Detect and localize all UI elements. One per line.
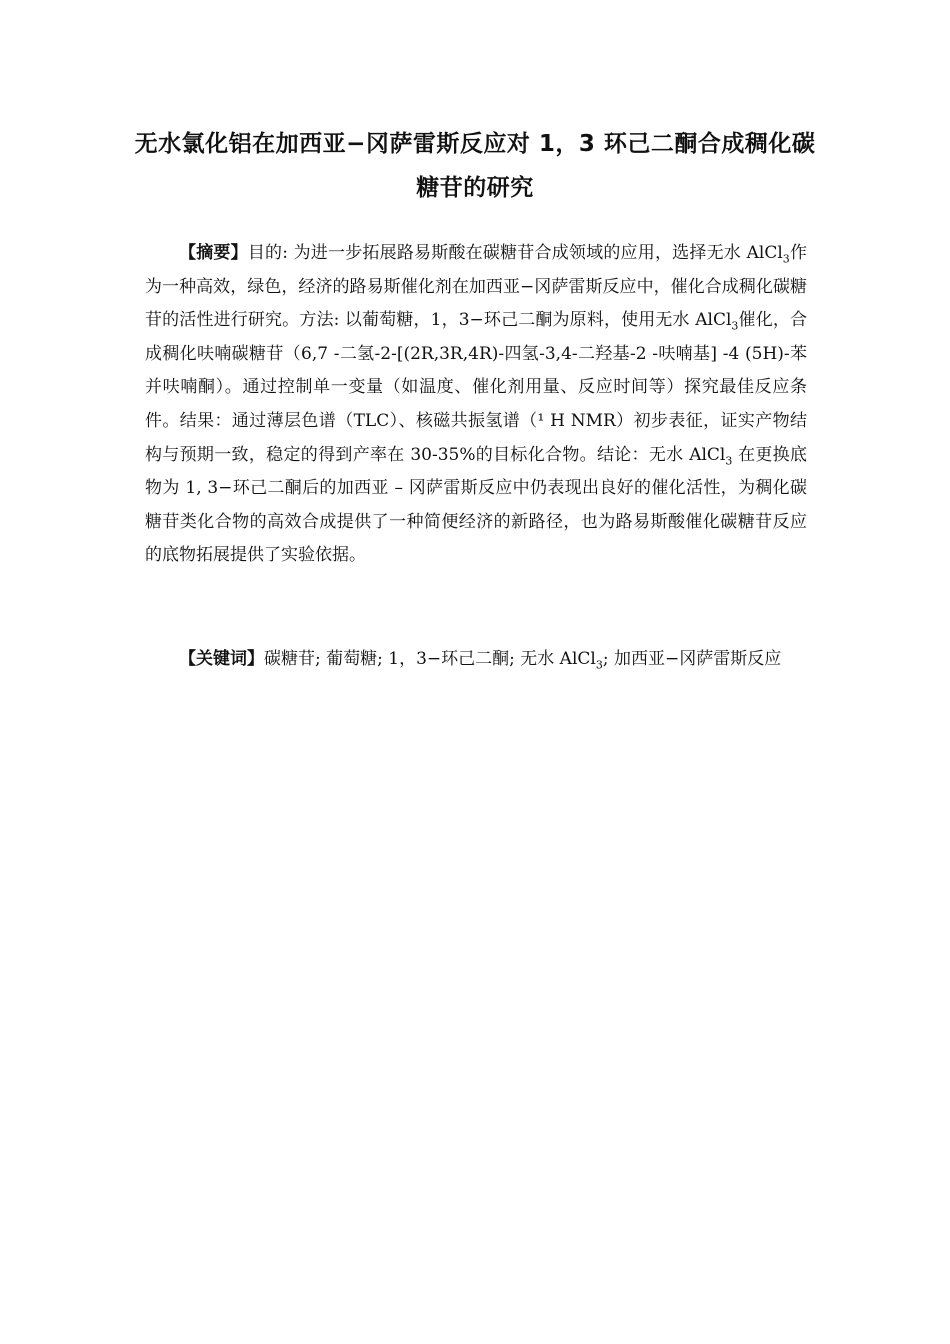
keywords-line (145, 643, 807, 677)
keywords-text-2: ; 加西亚−冈萨雷斯反应 (602, 649, 782, 669)
keywords-label: 【关键词】 (179, 649, 264, 669)
keywords-subscript: 3 (595, 658, 603, 672)
paper-title: 无水氯化铝在加西亚−冈萨雷斯反应对 1，3 环己二酮合成稠化碳糖苷的研究 (134, 131, 816, 201)
abstract-subscript-1: 3 (782, 252, 790, 266)
abstract-text-4: 在更换底物为 1, 3−环己二酮后的加西亚 – 冈萨雷斯反应中仍表现出良好的催化活性，为稠化碳糖苷类化合物的高效合成提供了一种简便经济的新路径，也为路易斯酸催化碳糖苷反应的底物拓展提供了实验依据。 (145, 444, 807, 566)
abstract-text-3: 催化，合成稠化呋喃碳糖苷（6,7 -二氢-2-[(2R,3R,4R)-四氢-3,4-二羟基-2 -呋喃基] -4 (5H)-苯并呋喃酮）。通过控制单一变量（如温度、催化剂用量、反应时间等）探究最佳反应条件。结果：通过薄层色谱（TLC）、核磁共振氢谱（¹ H NMR）初步表征，证实产物结构与预期一致，稳定的得到产率在 30-35%的目标化合物。结论：无水 AlCl (145, 310, 807, 465)
abstract-paragraph (145, 237, 807, 573)
keywords-text-1: 碳糖苷; 葡萄糖; 1，3−环己二酮; 无水 AlCl (264, 649, 596, 669)
abstract-text-2: 作为一种高效，绿色，经济的路易斯催化剂在加西亚−冈萨雷斯反应中，催化合成稠化碳糖苷的活性进行研究。方法: 以葡萄糖，1，3−环己二酮为原料，使用无水 AlCl (145, 243, 808, 331)
abstract-subscript-2: 3 (731, 319, 739, 333)
abstract-text-1: 目的: 为进一步拓展路易斯酸在碳糖苷合成领域的应用，选择无水 AlCl (247, 243, 783, 263)
abstract-subscript-3: 3 (725, 453, 733, 467)
abstract-label: 【摘要】 (179, 243, 248, 263)
